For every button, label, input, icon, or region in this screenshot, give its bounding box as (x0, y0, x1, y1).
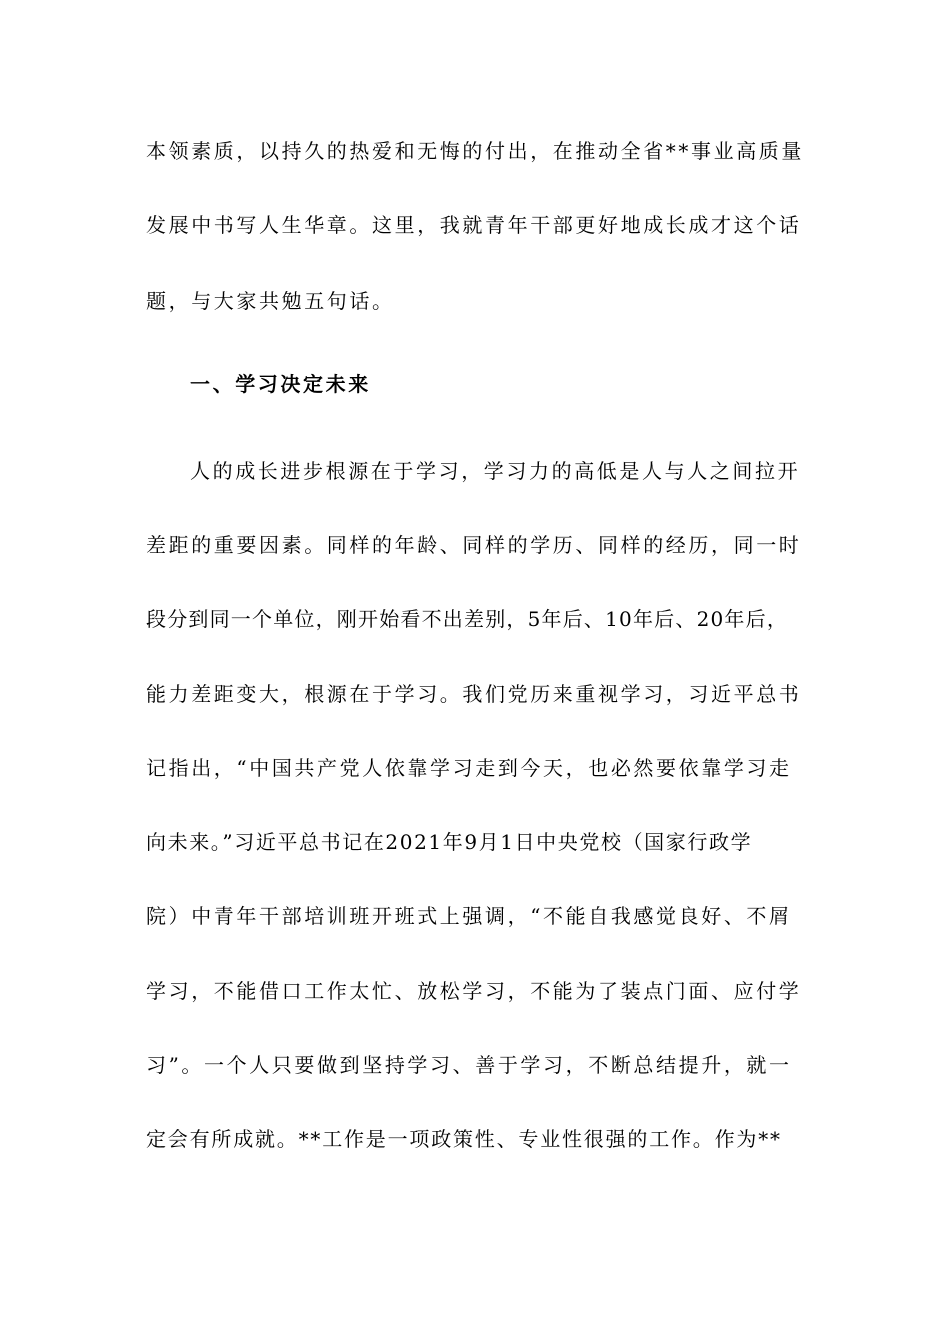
paragraph-line: 记指出，“中国共产党人依靠学习走到今天，也必然要依靠学习走 (146, 756, 792, 780)
paragraph-line: 发展中书写人生华章。这里，我就青年干部更好地成长成才这个话 (146, 213, 802, 237)
paragraph-line: 段分到同一个单位，刚开始看不出差别，5年后、10年后、20年后， (146, 607, 789, 631)
paragraph-line: 学习，不能借口工作太忙、放松学习，不能为了装点门面、应付学 (146, 979, 802, 1003)
paragraph-line: 题，与大家共勉五句话。 (146, 289, 395, 313)
paragraph-line: 定会有所成就。**工作是一项政策性、专业性很强的工作。作为** (146, 1127, 782, 1151)
section-heading: 一、学习决定未来 (190, 372, 371, 396)
paragraph-line: 人的成长进步根源在于学习，学习力的高低是人与人之间拉开 (190, 459, 801, 483)
paragraph-line: 差距的重要因素。同样的年龄、同样的学历、同样的经历，同一时 (146, 533, 802, 557)
paragraph-line: 习”。一个人只要做到坚持学习、善于学习，不断总结提升，就一 (146, 1053, 792, 1077)
paragraph-line: 向未来。”习近平总书记在2021年9月1日中央党校（国家行政学 (146, 830, 753, 854)
paragraph-line: 院）中青年干部培训班开班式上强调，“不能自我感觉良好、不屑 (146, 904, 792, 928)
paragraph-line: 本领素质，以持久的热爱和无悔的付出，在推动全省**事业高质量 (146, 139, 804, 163)
paragraph-line: 能力差距变大，根源在于学习。我们党历来重视学习，习近平总书 (146, 682, 802, 706)
